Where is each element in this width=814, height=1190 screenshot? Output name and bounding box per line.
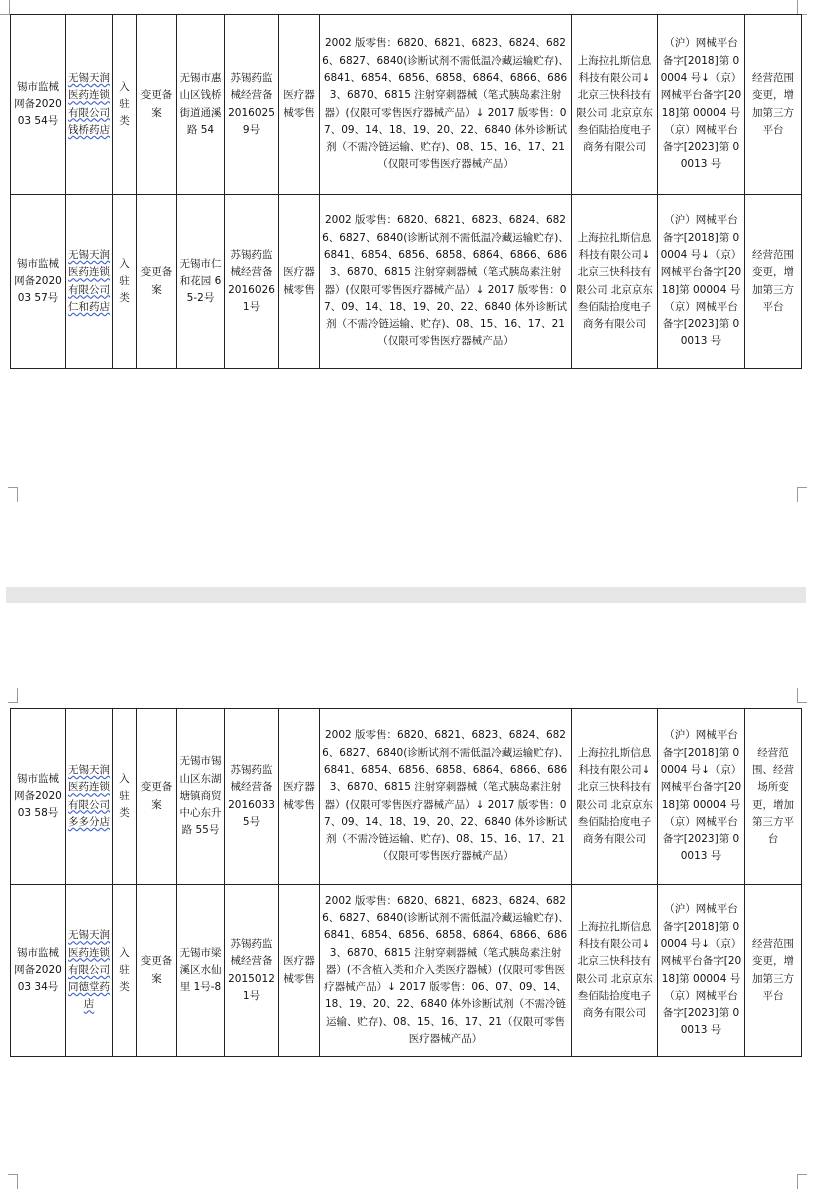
platform-names: 上海拉扎斯信息科技有限公司↓ 北京三快科技有限公司 北京京东叁佰陆拾度电子商务有限公司 — [572, 885, 658, 1057]
crop-mark-top-right — [797, 0, 807, 15]
remark: 经营范围变更，增加第三方平台 — [745, 15, 802, 195]
address: 无锡市锡山区东湖塘镇商贸中心东升路 55号 — [177, 709, 225, 885]
table-row — [11, 15, 802, 195]
business-scope: 2002 版零售：6820、6821、6823、6824、6826、6827、6840(诊断试剂不需低温冷藏运输贮存)、6841、6854、6856、6858、6864、6866、6863、6870、6815 注射穿刺器械（笔式胰岛素注射器）(仅限可零售医疗器械产品）↓ 2017 版零售：07、09、14、18、19、20、22、6840 体外诊断试剂（不需冷链运输、贮存)、08、15、16、17、21（仅限可零售医疗器械产品） — [320, 15, 572, 195]
crop-mark-top-left — [0, 0, 10, 15]
platform-names: 上海拉扎斯信息科技有限公司↓ 北京三快科技有限公司 北京京东叁佰陆拾度电子商务有限公司 — [572, 195, 658, 369]
license-number: 苏锡药监械经营备 20150121号 — [225, 885, 279, 1057]
change-type: 变更备案 — [137, 15, 177, 195]
table-row — [11, 885, 802, 1057]
business-scope: 2002 版零售：6820、6821、6823、6824、6826、6827、6840(诊断试剂不需低温冷藏运输贮存)、6841、6854、6856、6858、6864、6866、6863、6870、6815 注射穿刺器械（笔式胰岛素注射器）(不含植入类和介入类医疗器械）(仅限可零售医疗器械产品）↓ 2017 版零售：06、07、09、14、18、19、20、22、6840 体外诊断试剂（不需冷链运输、贮存)、08、15、16、17、21（仅限可零售医疗器械产品） — [320, 885, 572, 1057]
table-row — [11, 709, 802, 885]
business-scope: 2002 版零售：6820、6821、6823、6824、6826、6827、6840(诊断试剂不需低温冷藏运输贮存)、6841、6854、6856、6858、6864、6866、6863、6870、6815 注射穿刺器械（笔式胰岛素注射器）(仅限可零售医疗器械产品）↓ 2017 版零售：07、09、14、18、19、20、22、6840 体外诊断试剂（不需冷链运输、贮存)、08、15、16、17、21（仅限可零售医疗器械产品） — [320, 709, 572, 885]
platform-names: 上海拉扎斯信息科技有限公司↓ 北京三快科技有限公司 北京京东叁佰陆拾度电子商务有限公司 — [572, 709, 658, 885]
record-table-page-1 — [10, 14, 802, 369]
platform-names: 上海拉扎斯信息科技有限公司↓ 北京三快科技有限公司 北京京东叁佰陆拾度电子商务有限公司 — [572, 15, 658, 195]
company-name: 无锡天润医药连锁有限公司同德堂药店 — [66, 885, 113, 1057]
category: 入驻类 — [113, 195, 137, 369]
record-number: 锡市监械网备202003 58号 — [11, 709, 66, 885]
license-number: 苏锡药监械经营备 20160335号 — [225, 709, 279, 885]
document-page-2 — [0, 604, 814, 1190]
record-number: 锡市监械网备202003 57号 — [11, 195, 66, 369]
address: 无锡市仁和花园 65-2号 — [177, 195, 225, 369]
crop-mark-bottom-left — [8, 487, 18, 502]
platform-records: （沪）网械平台备字[2018]第 00004 号↓（京）网械平台备字[2018]第 00004 号（京）网械平台备字[2023]第 00013 号 — [658, 709, 745, 885]
business-type: 医疗器械零售 — [279, 709, 320, 885]
company-name: 无锡天润医药连锁有限公司仁和药店 — [66, 195, 113, 369]
license-number: 苏锡药监械经营备 20160259号 — [225, 15, 279, 195]
table-row — [11, 195, 802, 369]
platform-records: （沪）网械平台备字[2018]第 00004 号↓（京）网械平台备字[2018]第 00004 号（京）网械平台备字[2023]第 00013 号 — [658, 15, 745, 195]
crop-mark-bottom-left — [8, 1174, 18, 1189]
category: 入驻类 — [113, 709, 137, 885]
business-type: 医疗器械零售 — [279, 15, 320, 195]
crop-mark-bottom-right — [797, 487, 807, 502]
page-separator — [6, 587, 806, 603]
platform-records: （沪）网械平台备字[2018]第 00004 号↓（京）网械平台备字[2018]第 00004 号（京）网械平台备字[2023]第 00013 号 — [658, 885, 745, 1057]
crop-mark-top-right — [797, 688, 807, 703]
record-number: 锡市监械网备202003 54号 — [11, 15, 66, 195]
license-number: 苏锡药监械经营备 20160261号 — [225, 195, 279, 369]
business-type: 医疗器械零售 — [279, 195, 320, 369]
remark: 经营范围变更，增加第三方平台 — [745, 195, 802, 369]
company-name: 无锡天润医药连锁有限公司多多分店 — [66, 709, 113, 885]
crop-mark-top-left — [8, 688, 18, 703]
address: 无锡市惠山区钱桥街道通溪路 54 — [177, 15, 225, 195]
record-table-page-2 — [10, 708, 802, 1057]
address: 无锡市梁溪区水仙里 1号-8 — [177, 885, 225, 1057]
change-type: 变更备案 — [137, 195, 177, 369]
record-number: 锡市监械网备202003 34号 — [11, 885, 66, 1057]
platform-records: （沪）网械平台备字[2018]第 00004 号↓（京）网械平台备字[2018]第 00004 号（京）网械平台备字[2023]第 00013 号 — [658, 195, 745, 369]
document-page-1 — [0, 0, 814, 586]
category: 入驻类 — [113, 15, 137, 195]
change-type: 变更备案 — [137, 885, 177, 1057]
category: 入驻类 — [113, 885, 137, 1057]
remark: 经营范围变更，增加第三方平台 — [745, 885, 802, 1057]
remark: 经营范围、经营场所变更，增加第三方平台 — [745, 709, 802, 885]
company-name: 无锡天润医药连锁有限公司钱桥药店 — [66, 15, 113, 195]
business-scope: 2002 版零售：6820、6821、6823、6824、6826、6827、6840(诊断试剂不需低温冷藏运输贮存)、6841、6854、6856、6858、6864、6866、6863、6870、6815 注射穿刺器械（笔式胰岛素注射器）(仅限可零售医疗器械产品）↓ 2017 版零售：07、09、14、18、19、20、22、6840 体外诊断试剂（不需冷链运输、贮存)、08、15、16、17、21（仅限可零售医疗器械产品） — [320, 195, 572, 369]
business-type: 医疗器械零售 — [279, 885, 320, 1057]
change-type: 变更备案 — [137, 709, 177, 885]
crop-mark-bottom-right — [797, 1174, 807, 1189]
